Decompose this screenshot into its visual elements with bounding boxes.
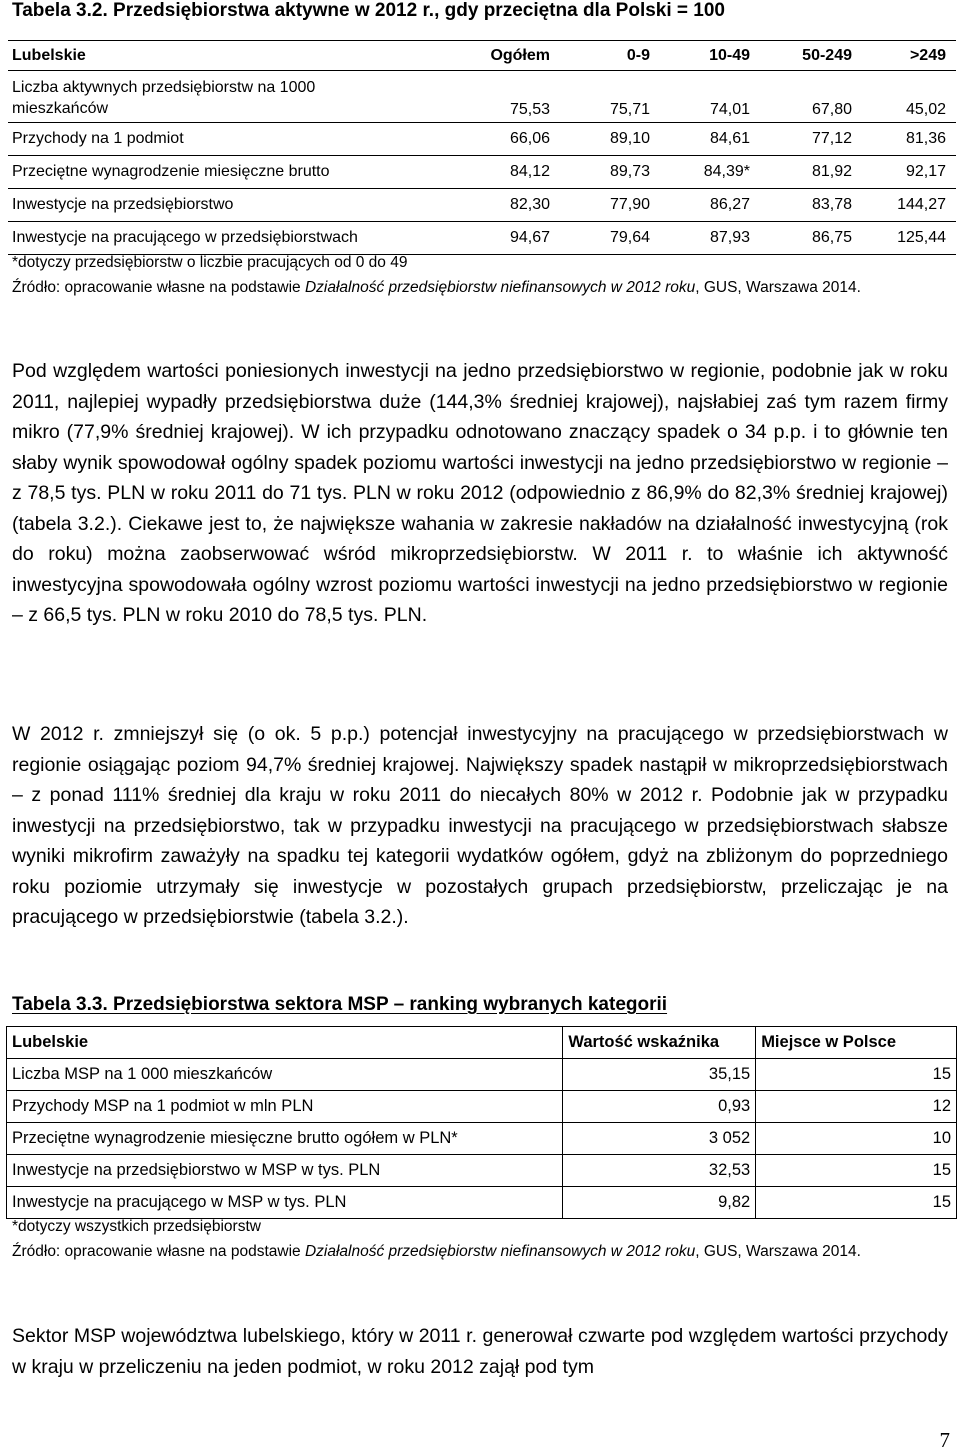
table-row <box>7 1091 957 1123</box>
body-paragraph: Sektor MSP województwa lubelskiego, który w 2011 r. generował czwarte pod względem wartości przychody w kraju w przeliczeniu na jeden podmiot, w roku 2012 zajął pod tym <box>12 1325 948 1378</box>
table-row <box>8 222 956 255</box>
source-publication-title: Działalność przedsiębiorstw niefinansowych w 2012 roku <box>304 279 696 296</box>
header-size-0-9: 0-9 <box>626 46 650 64</box>
cell-value: 35,15 <box>563 1059 756 1091</box>
source-publication-title: Działalność przedsiębiorstw niefinansowych w 2012 roku <box>304 1243 696 1260</box>
table-header-row <box>7 1027 957 1059</box>
header-indicator-value: Wartość wskaźnika <box>563 1027 756 1059</box>
cell-value: 77,12 <box>811 130 852 147</box>
header-size-50-249: 50-249 <box>802 46 852 64</box>
table-row <box>8 156 956 189</box>
cell-value: 3 052 <box>563 1123 756 1155</box>
cell-value: 84,12 <box>509 163 550 180</box>
table-3-2-source <box>12 276 948 300</box>
table-3-3 <box>6 1026 957 1219</box>
header-rank: Miejsce w Polsce <box>756 1027 957 1059</box>
cell-value: 75,71 <box>609 101 650 118</box>
cell-value: 9,82 <box>563 1187 756 1219</box>
table-3-2-footnote: *dotyczy przedsiębiorstw o liczbie pracujących od 0 do 49 <box>12 254 408 271</box>
cell-value: 144,27 <box>897 196 946 213</box>
source-text: Źródło: opracowanie własne na podstawie <box>12 279 305 296</box>
cell-value: 0,93 <box>563 1091 756 1123</box>
header-total: Ogółem <box>490 46 550 64</box>
table-row <box>7 1155 957 1187</box>
row-label: Przychody MSP na 1 podmiot w mln PLN <box>7 1091 563 1123</box>
row-label: Przeciętne wynagrodzenie miesięczne brutto ogółem w PLN* <box>7 1123 563 1155</box>
cell-value: 84,61 <box>709 130 750 147</box>
header-region: Lubelskie <box>7 1027 563 1059</box>
row-label: Inwestycje na pracującego w przedsiębiorstwach <box>12 229 358 246</box>
source-text: , GUS, Warszawa 2014. <box>695 1243 861 1260</box>
cell-value: 83,78 <box>811 196 852 213</box>
cell-value: 89,10 <box>609 130 650 147</box>
row-label-line: mieszkańców <box>12 100 109 117</box>
body-paragraph: W 2012 r. zmniejszył się (o ok. 5 p.p.) potencjał inwestycyjny na pracującego w przedsiębiorstwach w regionie osiągając poziom 94,7% średniej krajowej. Największy spadek nastąpił w mikroprzedsiębiorstwach – z ponad 111% średniej dla kraju w roku 2011 do niecałych 80% w 2012 r. Podobnie jak w przypadku inwestycji na przedsiębiorstwo, tak w przypadku inwestycji na pracującego w przedsiębiorstwach słabsze wyniki mikrofirm zaważyły na spadku tej kategorii wydatków ogółem, gdyż na zbliżonym do poprzedniego roku poziomie utrzymały się inwestycje w pozostałych grupach przedsiębiorstw, przeliczając je na pracującego w przedsiębiorstwie (tabela 3.2.). <box>12 723 948 928</box>
row-label-line: Liczba aktywnych przedsiębiorstw na 1000 <box>12 79 316 96</box>
row-label: Liczba MSP na 1 000 mieszkańców <box>7 1059 563 1091</box>
table-3-2-title: Tabela 3.2. Przedsiębiorstwa aktywne w 2012 r., gdy przeciętna dla Polski = 100 <box>12 0 726 21</box>
row-label: Inwestycje na pracującego w MSP w tys. PLN <box>7 1187 563 1219</box>
cell-rank: 10 <box>756 1123 957 1155</box>
cell-value: 81,36 <box>905 130 946 147</box>
table-3-3-source <box>12 1240 948 1264</box>
table-3-3-title-text: Tabela 3.3. Przedsiębiorstwa sektora MSP – ranking wybranych kategorii <box>12 994 668 1015</box>
cell-rank: 15 <box>756 1155 957 1187</box>
cell-value: 89,73 <box>609 163 650 180</box>
cell-value: 67,80 <box>811 101 852 118</box>
header-size-over-249: >249 <box>909 46 946 64</box>
table-row <box>8 189 956 222</box>
cell-value: 79,64 <box>609 229 650 246</box>
cell-value: 77,90 <box>609 196 650 213</box>
cell-value: 81,92 <box>811 163 852 180</box>
table-row <box>8 123 956 156</box>
cell-value: 86,75 <box>811 229 852 246</box>
table-3-2 <box>8 40 956 255</box>
header-region: Lubelskie <box>12 46 86 64</box>
cell-value: 32,53 <box>563 1155 756 1187</box>
table-row <box>7 1187 957 1219</box>
body-paragraph: Pod względem wartości poniesionych inwestycji na jedno przedsiębiorstwo w regionie, podobnie jak w roku 2011, najlepiej wypadły przedsiębiorstwa duże (144,3% średniej krajowej), najsłabiej zaś tym razem firmy mikro (77,9% średniej krajowej). W ich przypadku odnotowano znaczący spadek o 34 p.p. i to głównie ten słaby wynik spowodował ogólny spadek poziomu wartości inwestycji na jedno przedsiębiorstwo w regionie – z 78,5 tys. PLN w roku 2011 do 71 tys. PLN w roku 2012 (odpowiednio z 86,9% do 82,3% średniej krajowej) (tabela 3.2.). Ciekawe jest to, że największe wahania w zakresie nakładów na działalność inwestycyjną (rok do roku) można zaobserwować wśród mikroprzedsiębiorstw. W 2011 r. to właśnie ich aktywność inwestycyjna spowodowała ogólny wzrost poziomu wartości inwestycji na jedno przedsiębiorstwo w regionie – z 66,5 tys. PLN w roku 2010 do 78,5 tys. PLN. <box>12 360 948 626</box>
cell-value: 84,39* <box>703 163 750 180</box>
row-label: Przeciętne wynagrodzenie miesięczne brutto <box>12 163 330 180</box>
source-text: Źródło: opracowanie własne na podstawie <box>12 1243 305 1260</box>
cell-value: 74,01 <box>709 101 750 118</box>
cell-rank: 12 <box>756 1091 957 1123</box>
cell-value: 86,27 <box>709 196 750 213</box>
cell-value: 45,02 <box>905 101 946 118</box>
row-label: Przychody na 1 podmiot <box>12 130 184 147</box>
header-size-10-49: 10-49 <box>709 46 750 64</box>
row-label: Inwestycje na przedsiębiorstwo <box>12 196 234 213</box>
table-3-3-title <box>12 994 667 1016</box>
table-row <box>7 1059 957 1091</box>
table-row <box>7 1123 957 1155</box>
cell-value: 92,17 <box>905 163 946 180</box>
cell-value: 125,44 <box>897 229 946 246</box>
row-label: Inwestycje na przedsiębiorstwo w MSP w tys. PLN <box>7 1155 563 1187</box>
cell-rank: 15 <box>756 1187 957 1219</box>
table-row <box>8 71 956 123</box>
cell-value: 66,06 <box>509 130 550 147</box>
table-3-3-footnote: *dotyczy wszystkich przedsiębiorstw <box>12 1218 261 1235</box>
cell-rank: 15 <box>756 1059 957 1091</box>
row-label <box>8 71 460 123</box>
cell-value: 94,67 <box>509 229 550 246</box>
cell-value: 87,93 <box>709 229 750 246</box>
cell-value: 75,53 <box>509 101 550 118</box>
cell-value: 82,30 <box>509 196 550 213</box>
table-header-row <box>8 41 956 71</box>
page-number: 7 <box>939 1428 950 1452</box>
source-text: , GUS, Warszawa 2014. <box>695 279 861 296</box>
